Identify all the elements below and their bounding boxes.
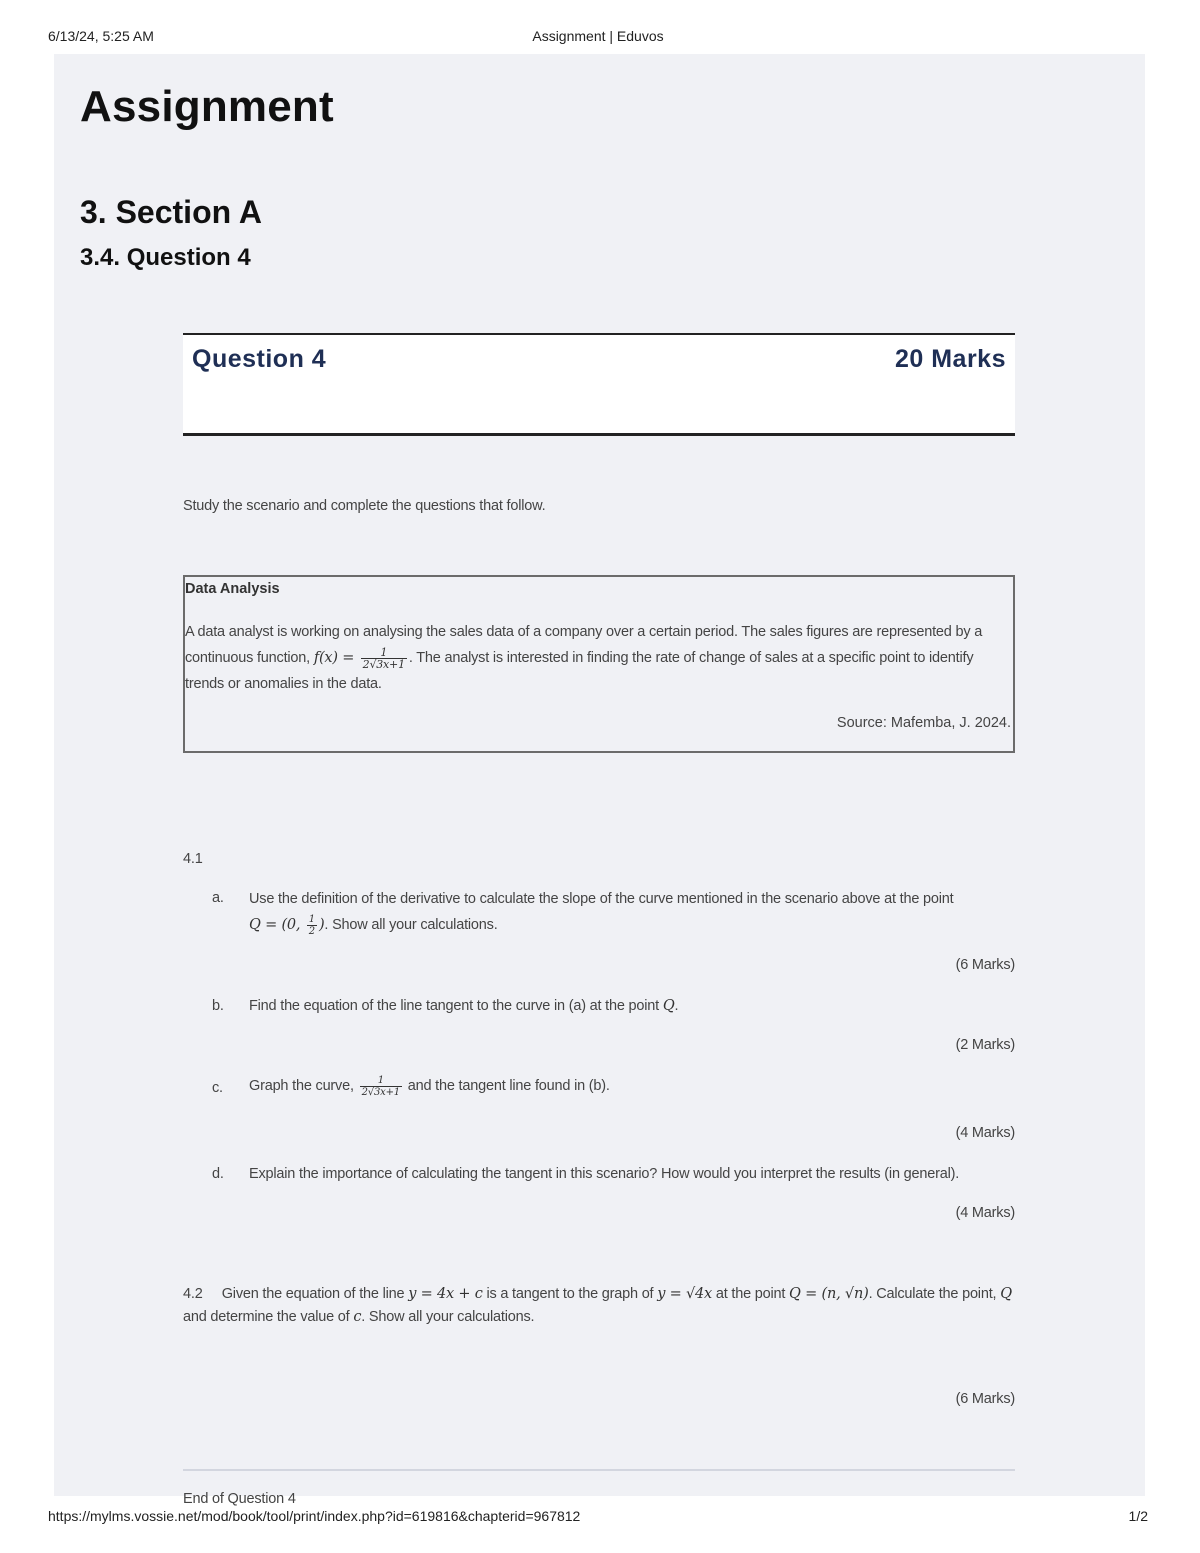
item-a-marks: (6 Marks) bbox=[955, 957, 1015, 973]
subsection-title: 3.4. Question 4 bbox=[80, 244, 251, 271]
content-panel bbox=[54, 54, 1145, 1507]
item-c-letter: c. bbox=[212, 1080, 223, 1096]
question-number-4-2: 4.2 bbox=[183, 1286, 203, 1302]
question-4-2-marks: (6 Marks) bbox=[955, 1391, 1015, 1407]
end-divider bbox=[183, 1469, 1015, 1471]
question-title: Question 4 bbox=[192, 345, 327, 373]
section-title: 3. Section A bbox=[80, 194, 262, 230]
question-total-marks: 20 Marks bbox=[894, 345, 1006, 373]
item-b-text: Find the equation of the line tangent to the curve in (a) at the point Q. bbox=[249, 998, 679, 1014]
item-d-marks: (4 Marks) bbox=[955, 1205, 1015, 1221]
print-footer bbox=[48, 1508, 1148, 1528]
point-fraction: $\frac{1}{2}$ bbox=[308, 913, 315, 937]
end-of-question-text: End of Question 4 bbox=[183, 1491, 296, 1507]
print-page-title: Assignment | Eduvos bbox=[532, 28, 664, 44]
page-title: Assignment bbox=[80, 82, 334, 131]
print-date: 6/13/24, 5:25 AM bbox=[48, 28, 154, 44]
item-d-text: Explain the importance of calculating the tangent in this scenario? How would you interpret the results (in general). bbox=[249, 1166, 960, 1182]
question-header bbox=[183, 333, 1015, 436]
function-fraction: $\frac{1}{2√3x+1}$ bbox=[362, 645, 405, 671]
print-url: https://mylms.vossie.net/mod/book/tool/print/index.php?id=619816&chapterid=967812 bbox=[48, 1508, 581, 1524]
intro-text: Study the scenario and complete the questions that follow. bbox=[183, 498, 546, 514]
print-header bbox=[48, 28, 1148, 48]
scenario-box bbox=[183, 575, 1015, 753]
question-4-2-text: 4.2 Given the equation of the line y = 4x + c is a tangent to the graph of y = √4x at the point Q = (n, √n). Calculate the point, Q and determine the value of c. Show all your calculations. bbox=[183, 1286, 1012, 1325]
function-expression: f(x) = bbox=[313, 650, 359, 666]
scenario-title: Data Analysis bbox=[185, 581, 280, 597]
item-c-text: Graph the curve, $\frac{1}{2√3x+1}$ and the tangent line found in (b). bbox=[249, 1074, 610, 1098]
print-page-number: 1/2 bbox=[1128, 1508, 1148, 1524]
item-b-letter: b. bbox=[212, 998, 224, 1014]
item-a-letter: a. bbox=[212, 890, 224, 906]
scenario-body: A data analyst is working on analysing the sales data of a company over a certain period. The sales figures are represented by a continuous function, f(x) = $\frac{1}{2√3x+1}$ . The analyst is interested in finding the rate of change of sales at a specific point to identify trends or anomalies in the data. bbox=[185, 624, 983, 692]
item-c-marks: (4 Marks) bbox=[955, 1125, 1015, 1141]
item-b-marks: (2 Marks) bbox=[955, 1037, 1015, 1053]
item-a-text: Use the definition of the derivative to calculate the slope of the curve mentioned in the scenario above at the point Q = (0, $\frac{1}{2}$ ). Show all your calculations. bbox=[249, 891, 954, 937]
question-number-4-1: 4.1 bbox=[183, 851, 203, 867]
scenario-source: Source: Mafemba, J. 2024. bbox=[836, 715, 1011, 731]
item-d-letter: d. bbox=[212, 1166, 224, 1182]
curve-fraction: $\frac{1}{2√3x+1}$ bbox=[361, 1074, 400, 1098]
